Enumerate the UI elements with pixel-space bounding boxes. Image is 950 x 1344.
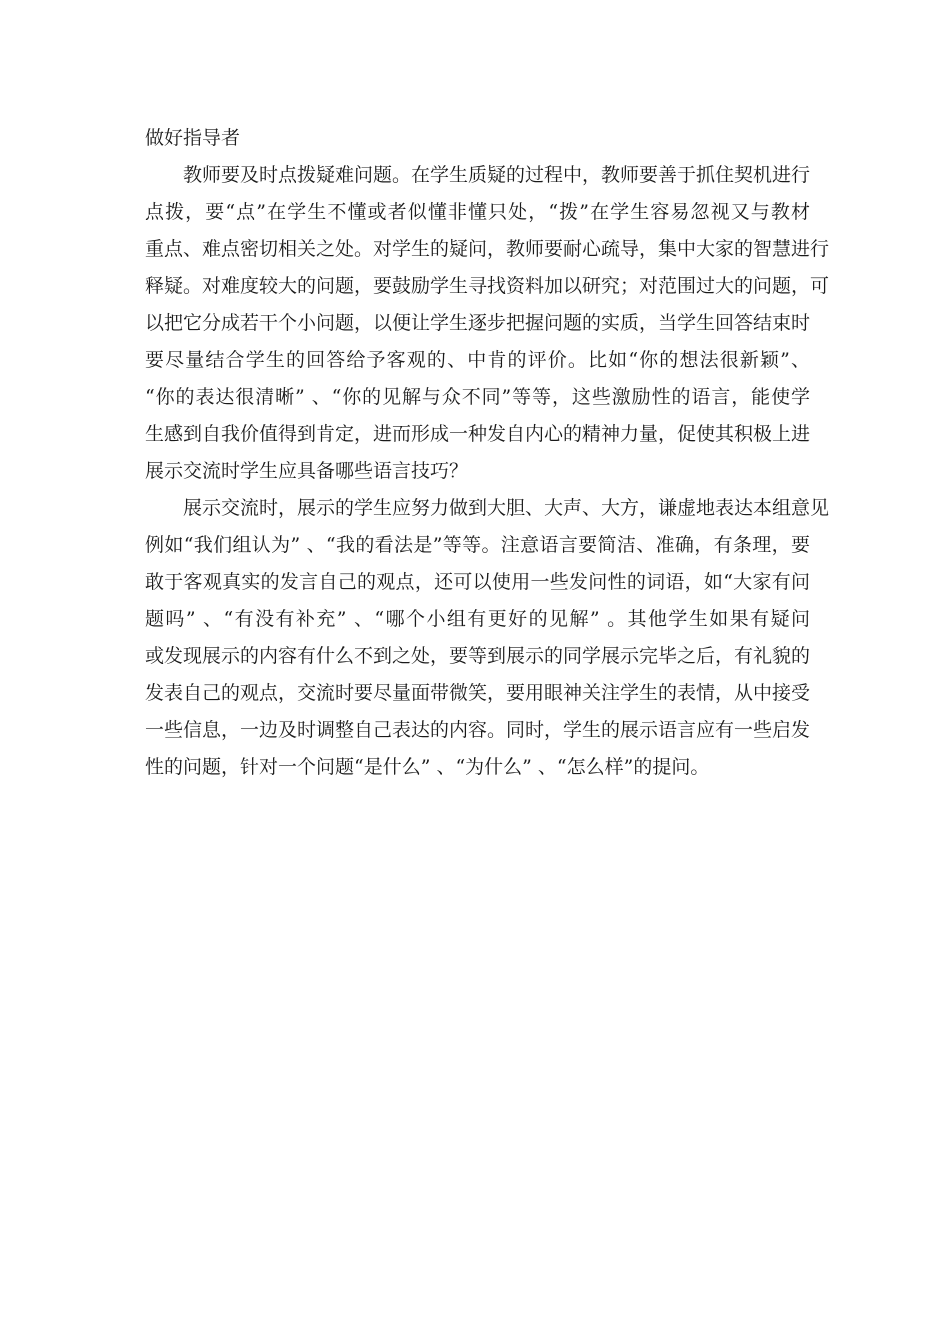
text-line: 敢于客观真实的发言自己的观点，还可以使用一些发问性的词语，如“大家有问	[145, 571, 810, 593]
text-line: 以把它分成若干个小问题，以便让学生逐步把握问题的实质，当学生回答结束时	[145, 312, 811, 334]
text-line: 题吗” 、“有没有补充” 、“哪个小组有更好的见解” 。其他学生如果有疑问	[145, 608, 810, 630]
text-line: 重点、难点密切相关之处。对学生的疑问，教师要耐心疏导，集中大家的智慧进行	[145, 238, 830, 260]
text-line: 生感到自我价值得到肯定，进而形成一种发自内心的精神力量，促使其积极上进	[145, 423, 811, 445]
text-line: 一些信息，一边及时调整自己表达的内容。同时，学生的展示语言应有一些启发	[145, 719, 811, 741]
text-line: 性的问题，针对一个问题“是什么” 、“为什么” 、“怎么样”的提问。	[145, 756, 710, 778]
section-heading: 展示交流时学生应具备哪些语言技巧？	[145, 460, 469, 482]
text-line: 教师要及时点拨疑难问题。在学生质疑的过程中，教师要善于抓住契机进行	[183, 164, 811, 186]
document-body	[145, 120, 830, 786]
text-line: 发表自己的观点，交流时要尽量面带微笑，要用眼神关注学生的表情，从中接受	[145, 682, 811, 704]
text-line: 点拨，要“点”在学生不懂或者似懂非懂只处，“拨”在学生容易忽视又与教材	[145, 201, 810, 223]
text-line: 展示交流时，展示的学生应努力做到大胆、大声、大方，谦虚地表达本组意见	[183, 497, 830, 519]
text-line: 或发现展示的内容有什么不到之处，要等到展示的同学展示完毕之后，有礼貌的	[145, 645, 811, 667]
text-line: “你的表达很清晰” 、“你的见解与众不同”等等，这些激励性的语言，能使学	[145, 386, 810, 408]
text-line: 要尽量结合学生的回答给予客观的、中肯的评价。比如“你的想法很新颖”、	[145, 349, 810, 371]
text-line: 例如“我们组认为” 、“我的看法是”等等。注意语言要简洁、准确，有条理，要	[145, 534, 810, 556]
text-line: 释疑。对难度较大的问题，要鼓励学生寻找资料加以研究；对范围过大的问题，可	[145, 275, 830, 297]
section-heading: 做好指导者	[145, 127, 241, 149]
